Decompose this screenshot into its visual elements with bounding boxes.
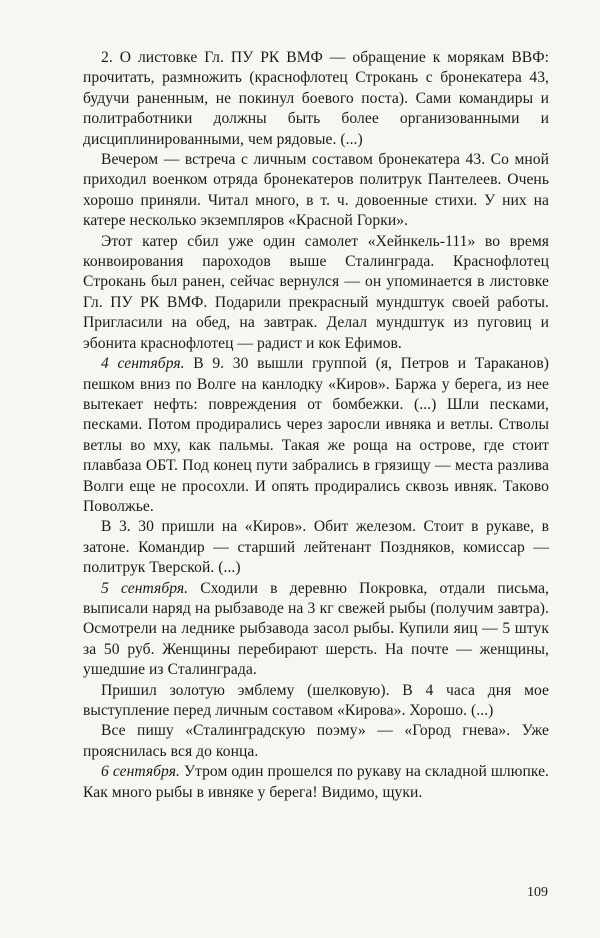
paragraph-6 — [83, 579, 549, 681]
paragraph-9-text: Утром один прошелся по рукаву на складной шлюпке. Как много рыбы в ивняке у берега! Видимо, щуки. — [83, 763, 549, 801]
paragraph-2-text: Вечером — встреча с личным составом бронекатера 43. Со мной приходил военком отряда бронекатеров политрук Пантелеев. Очень хорошо приняли. Читал много, в т. ч. довоенные стихи. У них на катере несколько экземпляров «Красной Горки». — [83, 151, 549, 230]
paragraph-5 — [83, 517, 549, 578]
page-number: 109 — [527, 885, 548, 900]
paragraph-3 — [83, 232, 549, 354]
paragraph-6-text: Сходили в деревню Покровка, отдали письма, выписали наряд на рыбзаводе на 3 кг свежей рыбы (получим завтра). Осмотрели на леднике рыбзавода засол рыбы. Купили яиц — 5 штук за 50 руб. Женщины перебирают шерсть. На почте — женщины, ушедшие из Сталинграда. — [83, 579, 549, 679]
paragraph-8 — [83, 721, 549, 762]
paragraph-5-text: В 3. 30 пришли на «Киров». Обит железом. Стоит в рукаве, в затоне. Командир — старший лейтенант Поздняков, комиссар — политрук Тверской. (...) — [83, 518, 549, 577]
paragraph-2 — [83, 150, 549, 232]
paragraph-7 — [83, 681, 549, 722]
paragraph-3-text: Этот катер сбил уже один самолет «Хейнкель-111» во время конвоирования пароходов выше Сталинграда. Краснофлотец Строкань был ранен, сейчас вернулся — он упоминается в листовке Гл. ПУ РК ВМФ. Подарили прекрасный мундштук своей работы. Пригласили на обед, на завтрак. Делал мундштук из пуговиц и эбонита краснофлотец — радист и кок Ефимов. — [83, 232, 549, 352]
paragraph-6-date: 5 сентября. — [101, 579, 189, 597]
paragraph-9-date: 6 сентября. — [101, 763, 180, 781]
paragraph-4 — [83, 354, 549, 517]
paragraph-1 — [83, 48, 549, 150]
paragraph-8-text: Все пишу «Сталинградскую поэму» — «Город гнева». Уже прояснилась вся до конца. — [83, 722, 549, 760]
paragraph-9 — [83, 762, 549, 803]
paragraph-1-text: 2. О листовке Гл. ПУ РК ВМФ — обращение к морякам ВВФ: прочитать, размножить (краснофлотец Строкань с бронекатера 43, будучи раненным, не покинул боевого поста). Сами командиры и политработники должны быть более организованными и дисциплинированными, чем рядовые. (...) — [83, 49, 549, 148]
paragraph-4-text: В 9. 30 вышли группой (я, Петров и Тараканов) пешком вниз по Волге на канлодку «Киров». Баржа у берега, из нее вытекает нефть: повреждения от бомбежки. (...) Шли песками, песками. Потом продирались через заросли ивняка и ветлы. Стволы ветлы во мху, как пальмы. Такая же роща на острове, где стоит плавбаза ОБТ. Под конец пути забрались в грязищу — места разлива Волги еще не просохли. И опять продирались сквозь ивняк. Таково Поволжье. — [83, 355, 549, 515]
paragraph-7-text: Пришил золотую эмблему (шелковую). В 4 часа дня мое выступление перед личным составом «Кирова». Хорошо. (...) — [83, 681, 549, 719]
page-body — [83, 48, 549, 803]
paragraph-4-date: 4 сентября. — [101, 355, 185, 373]
